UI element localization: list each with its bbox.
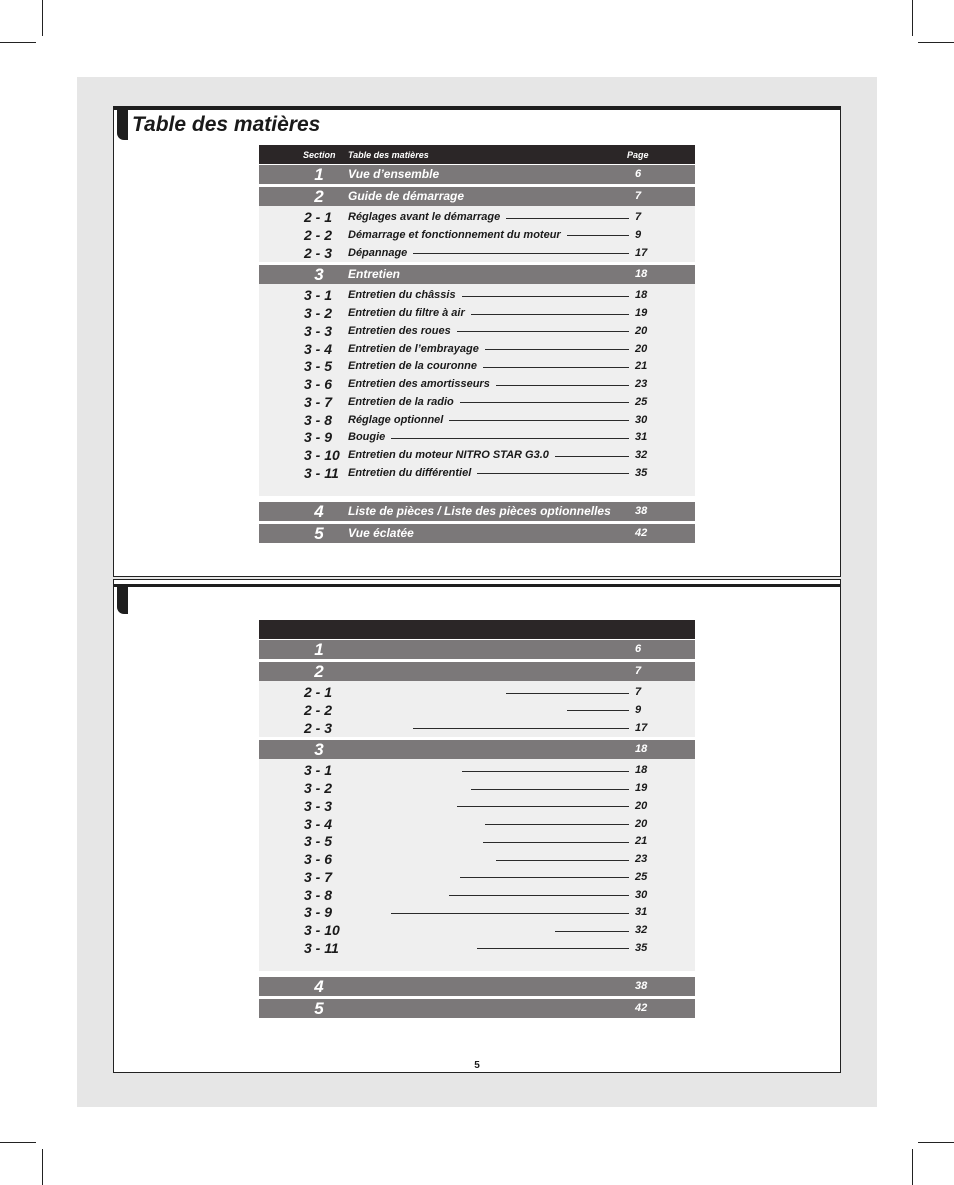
section-label: Guide de démarrage — [348, 189, 465, 203]
subsection-entry — [348, 464, 629, 482]
subsection-row — [259, 832, 695, 850]
subsection-row — [259, 779, 695, 797]
subsection-page: 25 — [635, 395, 648, 408]
subsection-label: Entretien du châssis — [348, 289, 456, 302]
subsection-label: Bougie — [348, 431, 386, 444]
subsection-entry — [348, 939, 629, 957]
toc-header — [259, 145, 695, 164]
subsection-row — [259, 683, 695, 701]
subsection-page: 17 — [635, 721, 648, 734]
subsection-entry — [348, 322, 629, 340]
section-number: 1 — [314, 640, 324, 659]
subsection-entry — [348, 208, 629, 226]
subsection-label: Démarrage et fonctionnement du moteur — [348, 228, 561, 241]
section-number: 5 — [314, 998, 324, 1018]
subsection-number: 3 - 8 — [304, 411, 333, 428]
section-label: Liste de pièces / Liste des pièces optionnelles — [348, 503, 611, 518]
subsection-page: 20 — [635, 799, 648, 812]
subsection-number: 3 - 2 — [304, 780, 333, 796]
subsection-entry — [348, 761, 629, 779]
leader-line — [457, 806, 629, 807]
subsection-page: 31 — [635, 431, 648, 444]
subsection-page: 25 — [635, 870, 648, 883]
subsection-label: Entretien de la couronne — [348, 360, 477, 373]
subsection-number: 3 - 7 — [304, 868, 333, 885]
section-row — [259, 524, 695, 543]
subsection-label: Dépannage — [348, 246, 408, 259]
section-row — [259, 502, 695, 521]
section-page: 6 — [635, 643, 642, 655]
subsection-entry — [348, 446, 629, 464]
subsection-page: 17 — [635, 246, 648, 259]
section-page: 42 — [635, 526, 648, 539]
subsection-row — [259, 886, 695, 904]
subsection-row — [259, 411, 695, 429]
subsection-entry — [348, 226, 629, 244]
section-row — [259, 165, 695, 184]
subsection-row — [259, 850, 695, 868]
page-number: 5 — [474, 1060, 480, 1071]
subsection-label: Entretien des roues — [348, 324, 451, 337]
subsection-row — [259, 375, 695, 393]
subsection-label: Réglage optionnel — [348, 413, 444, 426]
subsection-entry — [348, 797, 629, 815]
leader-line — [449, 895, 629, 896]
subsection-page: 18 — [635, 289, 648, 302]
section-page: 18 — [635, 743, 648, 756]
section-page: 38 — [635, 979, 648, 992]
subsection-row — [259, 244, 695, 262]
leader-line — [483, 367, 629, 368]
subsection-number: 3 - 9 — [304, 904, 333, 921]
leader-line — [496, 385, 629, 386]
subsection-entry — [348, 903, 629, 921]
section-row — [259, 977, 695, 996]
subsection-page: 19 — [635, 782, 648, 794]
leader-line — [457, 331, 629, 332]
subsection-number: 2 - 1 — [304, 684, 333, 700]
subsection-row — [259, 868, 695, 886]
subsection-row — [259, 208, 695, 226]
leader-line — [506, 218, 629, 219]
section-number: 2 — [314, 187, 324, 206]
crop-mark — [42, 1149, 43, 1185]
section-page: 7 — [635, 665, 642, 677]
leader-line — [391, 438, 629, 439]
subsection-number: 3 - 3 — [304, 797, 333, 814]
subsection-row — [259, 701, 695, 719]
subsection-number: 3 - 11 — [304, 939, 339, 956]
subsection-number: 2 - 3 — [304, 244, 333, 261]
section-number: 2 — [314, 662, 324, 681]
subsection-entry — [348, 411, 629, 429]
subsection-number: 2 - 2 — [304, 701, 333, 718]
subsection-number: 3 - 4 — [304, 815, 333, 832]
subsection-number: 3 - 10 — [304, 447, 340, 463]
subsection-number: 3 - 5 — [304, 358, 333, 375]
subsection-number: 3 - 4 — [304, 340, 333, 357]
toc-table — [259, 145, 695, 543]
subsection-row — [259, 939, 695, 957]
subsection-entry — [348, 357, 629, 375]
subsection-page: 32 — [635, 449, 648, 461]
subsection-page: 9 — [635, 228, 642, 241]
subsection-label: Entretien du filtre à air — [348, 307, 465, 319]
subsection-row — [259, 226, 695, 244]
section-number: 1 — [314, 165, 324, 184]
section-number: 3 — [314, 265, 324, 285]
leader-line — [567, 710, 629, 711]
subsection-entry — [348, 340, 629, 358]
subsection-page: 21 — [635, 360, 648, 373]
subsection-number: 3 - 7 — [304, 393, 333, 410]
subsection-block — [259, 206, 695, 262]
section-row — [259, 187, 695, 206]
subsection-row — [259, 446, 695, 464]
subsection-label: Entretien du moteur NITRO STAR G3.0 — [348, 449, 549, 461]
header-section: Section — [303, 150, 336, 160]
crop-mark — [42, 0, 43, 36]
subsection-block — [259, 681, 695, 737]
subsection-number: 3 - 1 — [304, 287, 333, 304]
subsection-entry — [348, 683, 629, 701]
subsection-number: 3 - 2 — [304, 305, 333, 321]
section-number: 4 — [314, 501, 324, 521]
subsection-row — [259, 464, 695, 482]
subsection-page: 32 — [635, 924, 648, 936]
subsection-row — [259, 921, 695, 939]
subsection-row — [259, 393, 695, 411]
leader-line — [477, 473, 629, 474]
leader-line — [471, 314, 629, 315]
subsection-page: 31 — [635, 906, 648, 919]
leader-line — [462, 771, 629, 772]
leader-line — [449, 420, 629, 421]
section-row — [259, 999, 695, 1018]
toc-panel — [113, 106, 841, 577]
leader-line — [496, 860, 629, 861]
subsection-entry — [348, 393, 629, 411]
leader-line — [483, 842, 629, 843]
page-title: Table des matières — [132, 113, 321, 136]
subsection-page: 7 — [635, 686, 642, 698]
subsection-page: 30 — [635, 888, 648, 901]
leader-line — [391, 913, 629, 914]
subsection-row — [259, 357, 695, 375]
subsection-page: 20 — [635, 817, 648, 830]
crop-mark — [0, 1142, 36, 1143]
leader-line — [477, 948, 629, 949]
crop-mark — [0, 42, 36, 43]
subsection-number: 3 - 5 — [304, 833, 333, 850]
leader-line — [413, 728, 629, 729]
section-row — [259, 265, 695, 284]
subsection-page: 18 — [635, 764, 648, 777]
subsection-block — [259, 284, 695, 495]
subsection-row — [259, 903, 695, 921]
subsection-page: 19 — [635, 307, 648, 319]
section-page: 18 — [635, 268, 648, 281]
subsection-number: 3 - 10 — [304, 922, 340, 938]
leader-line — [506, 693, 629, 694]
toc-blank-header — [259, 620, 695, 639]
subsection-row — [259, 340, 695, 358]
subsection-row — [259, 815, 695, 833]
subsection-entry — [348, 850, 629, 868]
toc-blank-table — [259, 620, 695, 1018]
section-label: Entretien — [348, 267, 401, 282]
subsection-entry — [348, 286, 629, 304]
leader-line — [567, 235, 629, 236]
leader-line — [555, 456, 629, 457]
section-number: 3 — [314, 740, 324, 760]
subsection-number: 2 - 2 — [304, 226, 333, 243]
subsection-page: 21 — [635, 835, 648, 848]
toc-blank-panel — [113, 579, 841, 1073]
section-row — [259, 662, 695, 681]
panel-top-rule — [114, 584, 840, 587]
section-row — [259, 740, 695, 759]
subsection-entry — [348, 832, 629, 850]
section-label: Vue éclatée — [348, 525, 414, 540]
subsection-label: Entretien des amortisseurs — [348, 378, 490, 390]
section-marker — [117, 110, 128, 140]
crop-mark — [912, 0, 913, 36]
subsection-number: 3 - 9 — [304, 429, 333, 446]
subsection-entry — [348, 428, 629, 446]
crop-mark — [918, 42, 954, 43]
subsection-page: 23 — [635, 853, 648, 865]
subsection-page: 9 — [635, 703, 642, 716]
subsection-number: 2 - 1 — [304, 209, 333, 225]
subsection-row — [259, 797, 695, 815]
subsection-number: 3 - 8 — [304, 886, 333, 903]
subsection-row — [259, 286, 695, 304]
subsection-number: 3 - 3 — [304, 322, 333, 339]
crop-mark — [912, 1149, 913, 1185]
subsection-entry — [348, 701, 629, 719]
subsection-page: 7 — [635, 211, 642, 223]
header-page: Page — [627, 150, 649, 160]
subsection-number: 3 - 1 — [304, 762, 333, 779]
section-number: 4 — [314, 976, 324, 996]
subsection-row — [259, 304, 695, 322]
leader-line — [555, 931, 629, 932]
section-page: 6 — [635, 168, 642, 180]
leader-line — [460, 402, 629, 403]
leader-line — [462, 296, 629, 297]
subsection-number: 2 - 3 — [304, 719, 333, 736]
subsection-page: 35 — [635, 466, 648, 479]
subsection-label: Entretien de la radio — [348, 395, 454, 408]
section-number: 5 — [314, 523, 324, 543]
leader-line — [485, 349, 629, 350]
subsection-entry — [348, 886, 629, 904]
section-page: 42 — [635, 1001, 648, 1014]
leader-line — [460, 877, 629, 878]
subsection-entry — [348, 304, 629, 322]
subsection-page: 30 — [635, 413, 648, 426]
header-table: Table des matières — [348, 150, 429, 160]
crop-mark — [918, 1142, 954, 1143]
subsection-number: 3 - 6 — [304, 851, 333, 867]
subsection-page: 35 — [635, 941, 648, 954]
subsection-label: Entretien du différentiel — [348, 466, 472, 479]
subsection-entry — [348, 921, 629, 939]
subsection-entry — [348, 244, 629, 262]
subsection-entry — [348, 375, 629, 393]
subsection-number: 3 - 6 — [304, 376, 333, 392]
leader-line — [413, 253, 629, 254]
leader-line — [485, 824, 629, 825]
leader-line — [471, 789, 629, 790]
subsection-entry — [348, 719, 629, 737]
section-marker — [117, 584, 128, 614]
subsection-row — [259, 428, 695, 446]
subsection-entry — [348, 815, 629, 833]
section-label: Vue d’ensemble — [348, 167, 440, 181]
subsection-entry — [348, 868, 629, 886]
subsection-entry — [348, 779, 629, 797]
subsection-label: Entretien de l’embrayage — [348, 342, 479, 355]
subsection-row — [259, 322, 695, 340]
subsection-row — [259, 719, 695, 737]
subsection-page: 20 — [635, 324, 648, 337]
subsection-block — [259, 759, 695, 970]
subsection-number: 3 - 11 — [304, 464, 339, 481]
subsection-page: 20 — [635, 342, 648, 355]
section-page: 38 — [635, 504, 648, 517]
subsection-page: 23 — [635, 378, 648, 390]
section-page: 7 — [635, 190, 642, 202]
subsection-label: Réglages avant le démarrage — [348, 211, 501, 223]
section-row — [259, 640, 695, 659]
subsection-row — [259, 761, 695, 779]
